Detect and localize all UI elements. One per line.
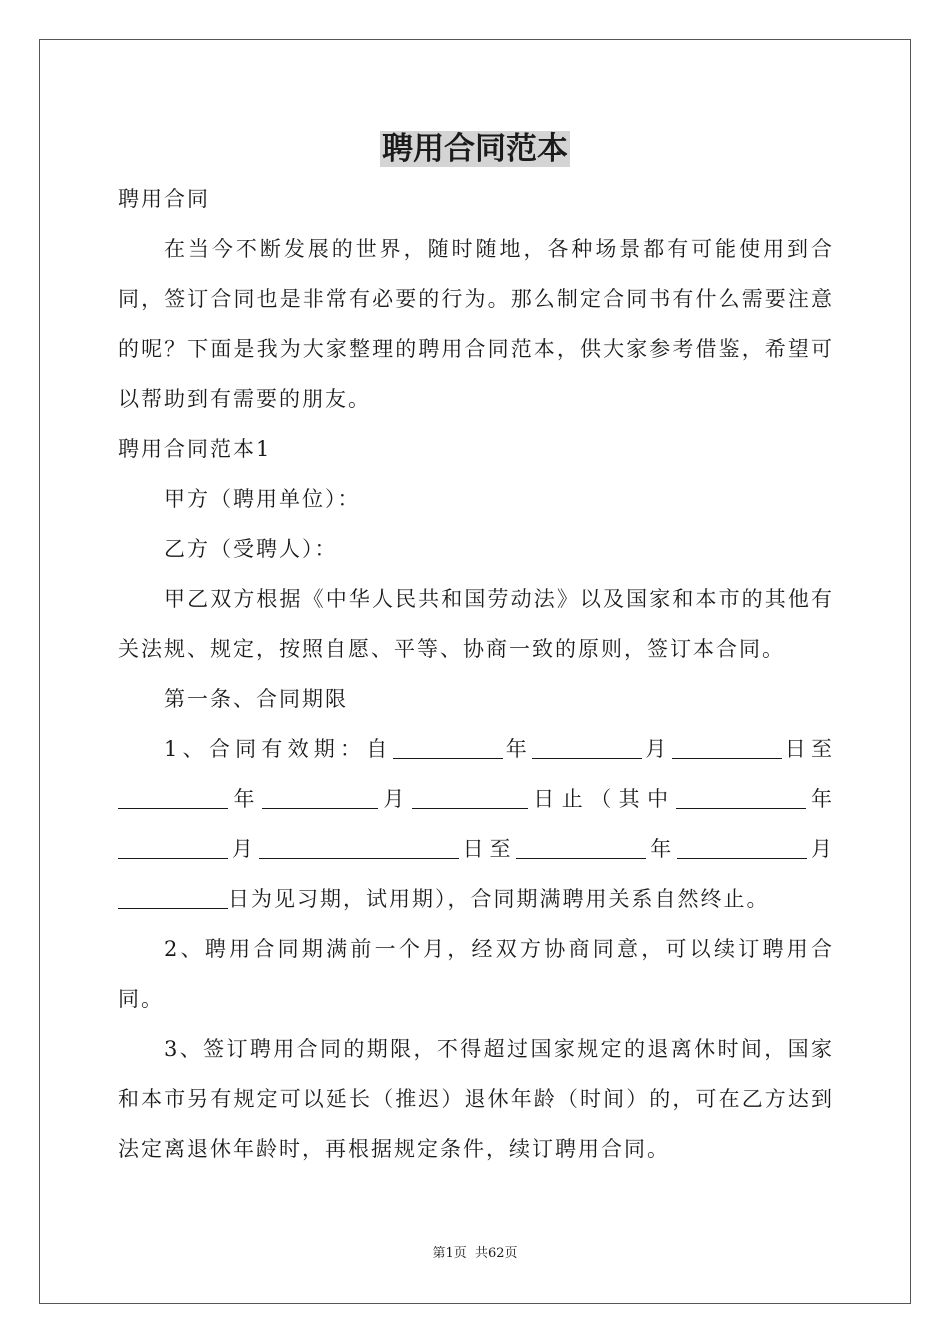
blank-field (262, 786, 378, 809)
clause1-text: 日至 (781, 737, 834, 761)
page-footer (0, 1245, 950, 1263)
document-title-text: 聘用合同范本 (382, 131, 568, 167)
article1-title: 第一条、合同期限 (164, 687, 348, 711)
section-title: 聘用合同范本1 (118, 437, 272, 461)
clause1-text: 1、合同有效期：自 (164, 737, 393, 761)
clause1-text: 月 (377, 787, 412, 811)
clause1-text: 月 (807, 837, 834, 861)
party-b-line: 乙方（受聘人）： (164, 537, 338, 561)
clause1-text: 日止（其中 (527, 787, 676, 811)
blank-field (677, 836, 807, 859)
party-a-line: 甲方（聘用单位）： (164, 487, 361, 511)
clause-2: 2、聘用合同期满前一个月，经双方协商同意，可以续订聘用合同。 (118, 937, 834, 1011)
blank-field (676, 786, 806, 809)
clause1-text: 年 (805, 787, 835, 811)
document-body (118, 174, 834, 1174)
blank-field (672, 736, 782, 759)
clause1-text: 日至 (458, 837, 517, 861)
page-number: 第1页 (432, 1246, 467, 1261)
clause1-text: 月 (228, 837, 259, 861)
blank-field (532, 736, 642, 759)
clause1-text: 年 (646, 837, 678, 861)
clause-3: 3、签订聘用合同的期限，不得超过国家规定的退离休时间，国家和本市另有规定可以延长（推迟）退休年龄（时间）的，可在乙方达到法定离退休年龄时，再根据规定条件，续订聘用合同。 (118, 1037, 834, 1161)
blank-field (516, 836, 646, 859)
intro-paragraph: 在当今不断发展的世界，随时随地，各种场景都有可能使用到合同，签订合同也是非常有必要的行为。那么制定合同书有什么需要注意的呢？下面是我为大家整理的聘用合同范本，供大家参考借鉴，希望可以帮助到有需要的朋友。 (118, 237, 834, 411)
blank-field (393, 736, 503, 759)
clause1-text: 年 (502, 737, 533, 761)
clause-1 (118, 724, 834, 924)
preamble-paragraph: 甲乙双方根据《中华人民共和国劳动法》以及国家和本市的其他有关法规、规定，按照自愿、平等、协商一致的原则，签订本合同。 (118, 587, 834, 661)
heading: 聘用合同 (118, 187, 210, 211)
page-total: 共62页 (474, 1246, 518, 1261)
blank-field (412, 786, 528, 809)
blank-field (118, 786, 228, 809)
document-title (0, 128, 950, 170)
blank-field (259, 836, 459, 859)
blank-field (118, 836, 228, 859)
blank-field (118, 886, 228, 909)
clause1-text: 月 (642, 737, 672, 761)
clause1-text: 年 (228, 787, 262, 811)
clause1-text: 日为见习期，试用期），合同期满聘用关系自然终止。 (228, 887, 770, 911)
